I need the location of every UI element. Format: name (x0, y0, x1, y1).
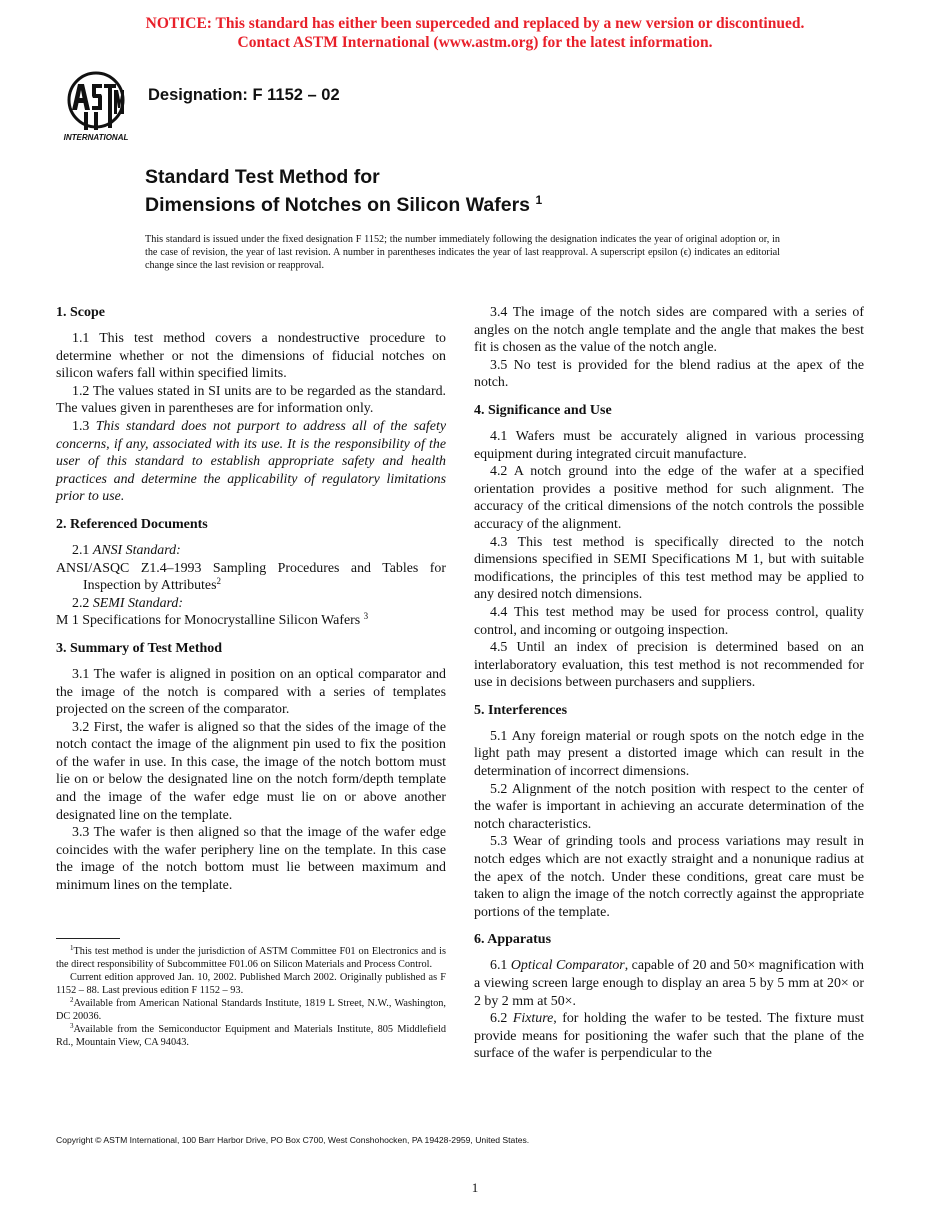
paragraph-5-2: 5.2 Alignment of the notch position with respect to the center of the wafer is important in achieving an accurate determination of the notch characteristics. (474, 781, 864, 832)
document-title (145, 166, 542, 216)
footnote-1-mark: 1 (70, 944, 74, 952)
paragraph-1-3-text: This standard does not purport to address all of the safety concerns, if any, associated with its use. It is the responsibility of the user of this standard to establish appropriate safety and health practices and determine the applicability of regulatory limitations prior to use. (56, 418, 446, 505)
footnote-3-mark: 3 (70, 1022, 74, 1030)
ref-semi-title: M 1 Specifications for Monocrystalline Silicon Wafers (56, 613, 361, 629)
ref-2-1 (56, 542, 446, 560)
paragraph-6-1-number: 6.1 (490, 958, 508, 974)
ref-2-1-label: ANSI Standard: (92, 542, 181, 558)
footnote-1-text: This test method is under the jurisdiction of ASTM Committee F01 on Electronics and is the direct responsibility of Subcommittee F01.06 on Silicon Materials and Process Control. (56, 946, 446, 970)
footnote-divider (56, 938, 120, 939)
paragraph-4-4: 4.4 This test method may be used for process control, quality control, and incoming or outgoing inspection. (474, 604, 864, 638)
title-footnote-ref: 1 (535, 192, 543, 207)
paragraph-4-3: 4.3 This test method is specifically directed to the notch dimensions specified in SEMI Specifications M 1, but with suitable modifications, the principles of this test method may be applied to any desired notch dimensions. (474, 534, 864, 603)
section-5-heading: 5. Interferences (474, 702, 568, 718)
ref-2-2 (56, 595, 446, 613)
paragraph-6-2 (474, 1010, 864, 1063)
right-column (474, 304, 864, 1063)
footnote-3-text: Available from the Semiconductor Equipment and Materials Institute, 805 Middlefield Rd., Mountain View, CA 94043. (56, 1024, 446, 1048)
section-4-heading: 4. Significance and Use (474, 402, 612, 418)
notice-line-2: Contact ASTM International (www.astm.org) for the latest information. (237, 34, 713, 51)
page-number: 1 (471, 1180, 479, 1195)
section-2-heading: 2. Referenced Documents (56, 516, 208, 532)
paragraph-3-1: 3.1 The wafer is aligned in position on an optical comparator and the image of the notch is compared with a series of templates projected on the screen of the comparator. (56, 666, 446, 718)
ref-2-1-number: 2.1 (72, 542, 90, 558)
ref-semi-document (56, 612, 446, 630)
paragraph-4-2: 4.2 A notch ground into the edge of the wafer at a specified orientation provides a positive method for such alignment. The accuracy of the critical dimensions of the notch controls the possible accuracy of the alignment. (474, 464, 864, 532)
footnote-2-mark: 2 (70, 996, 74, 1004)
issuance-statement: This standard is issued under the fixed designation F 1152; the number immediately following the designation indicates the year of original adoption or, in the case of revision, the year of last revision. A number in parentheses indicates the year of last reapproval. A superscript epsilon (ϵ) indicates an editorial change since the last revision or reapproval. (145, 234, 780, 271)
astm-international-logo (58, 70, 134, 142)
paragraph-6-2-number: 6.2 (490, 1011, 508, 1027)
left-column (56, 304, 446, 895)
ref-semi-footnote-ref: 3 (363, 611, 369, 622)
paragraph-3-2: 3.2 First, the wafer is aligned so that the sides of the image of the notch contact the image of the alignment pin used to fix the position of the wafer in use. In this case, the image of the notch bottom must lie on or below the designated line on the notch form/depth template and the image of the wafer edge must lie on or above another designated line on the template. (56, 719, 446, 823)
paragraph-5-3: 5.3 Wear of grinding tools and process variations may result in notch edges which are not exactly straight and a nonunique radius at the apex of the notch. Under these conditions, great care must be taken to align the image of the notch correctly against the appropriate portions of the template. (474, 834, 864, 920)
section-3-heading: 3. Summary of Test Method (56, 640, 223, 656)
notice-line-1: NOTICE: This standard has either been superceded and replaced by a new version or discontinued. (145, 15, 805, 32)
discontinued-notice (0, 14, 950, 52)
paragraph-3-3: 3.3 The wafer is then aligned so that the image of the wafer edge coincides with the wafer periphery line on the template. In this case the image of the notch bottom must lie between maximum and minimum lines on the template. (56, 825, 446, 894)
paragraph-4-5: 4.5 Until an index of precision is determined based on an interlaboratory evaluation, this test method is not recommended for use in decisions between purchasers and suppliers. (474, 640, 864, 691)
paragraph-6-1-term: Optical Comparator (510, 958, 625, 974)
paragraph-6-1-text: , capable of 20 and 50× magnification with a viewing screen large enough to display an area 5 by 5 mm at 20× or 2 by 2 mm at 50×. (474, 958, 864, 1009)
ref-ansi-document (56, 560, 446, 595)
paragraph-3-4: 3.4 The image of the notch sides are compared with a series of angles on the notch angle template and the angle that makes the best fit is chosen as the value of the notch angle. (474, 305, 864, 356)
ref-ansi-footnote-ref: 2 (216, 576, 221, 587)
section-1-heading: 1. Scope (56, 305, 105, 320)
ref-2-2-label: SEMI Standard: (92, 595, 184, 611)
paragraph-6-2-term: Fixture (512, 1011, 554, 1027)
astm-logo-icon (58, 70, 134, 142)
footnote-3 (56, 1023, 446, 1049)
paragraph-5-1: 5.1 Any foreign material or rough spots on the notch edge in the light path may present a distorted image which can result in the determination of incorrect dimensions. (474, 728, 864, 780)
paragraph-1-3 (56, 418, 446, 506)
footnote-2-text: Available from American National Standards Institute, 1819 L Street, N.W., Washington, DC 20036. (56, 998, 446, 1022)
title-text: Dimensions of Notches on Silicon Wafers (145, 193, 531, 216)
footnote-2 (56, 997, 446, 1023)
footnote-1-edition: Current edition approved Jan. 10, 2002. Published March 2002. Originally published as F 1152 – 88. Last previous edition F 1152 – 93. (56, 972, 446, 996)
section-6-heading: 6. Apparatus (474, 932, 552, 948)
designation: Designation: F 1152 – 02 (148, 86, 340, 104)
paragraph-1-2: 1.2 The values stated in SI units are to be regarded as the standard. The values given in parentheses are for information only. (56, 383, 446, 417)
paragraph-3-5: 3.5 No test is provided for the blend radius at the apex of the notch. (474, 357, 864, 391)
paragraph-4-1: 4.1 Wafers must be accurately aligned in various processing equipment during integrated circuit manufacture. (474, 428, 864, 462)
title-line-2 (145, 189, 542, 217)
footnotes (56, 945, 446, 1049)
paragraph-1-1: 1.1 This test method covers a nondestructive procedure to determine whether or not the dimensions of fiducial notches on silicon wafers fall within specified limits. (56, 331, 446, 382)
copyright-line: Copyright © ASTM International, 100 Barr Harbor Drive, PO Box C700, West Conshohocken, PA 19428-2959, United States. (56, 1135, 530, 1145)
paragraph-6-1 (474, 957, 864, 1010)
ref-ansi-title: ANSI/ASQC Z1.4–1993 Sampling Procedures and Tables for Inspection by Attributes (56, 560, 446, 594)
paragraph-6-2-text: , for holding the wafer to be tested. The fixture must provide means for positioning the wafer such that the plane of the surface of the wafer is perpendicular to the (474, 1011, 864, 1062)
footnote-1 (56, 945, 446, 971)
ref-2-2-number: 2.2 (72, 595, 90, 611)
paragraph-1-3-number: 1.3 (72, 418, 90, 434)
logo-wordmark: INTERNATIONAL (63, 133, 129, 142)
title-line-1: Standard Test Method for (145, 166, 380, 188)
